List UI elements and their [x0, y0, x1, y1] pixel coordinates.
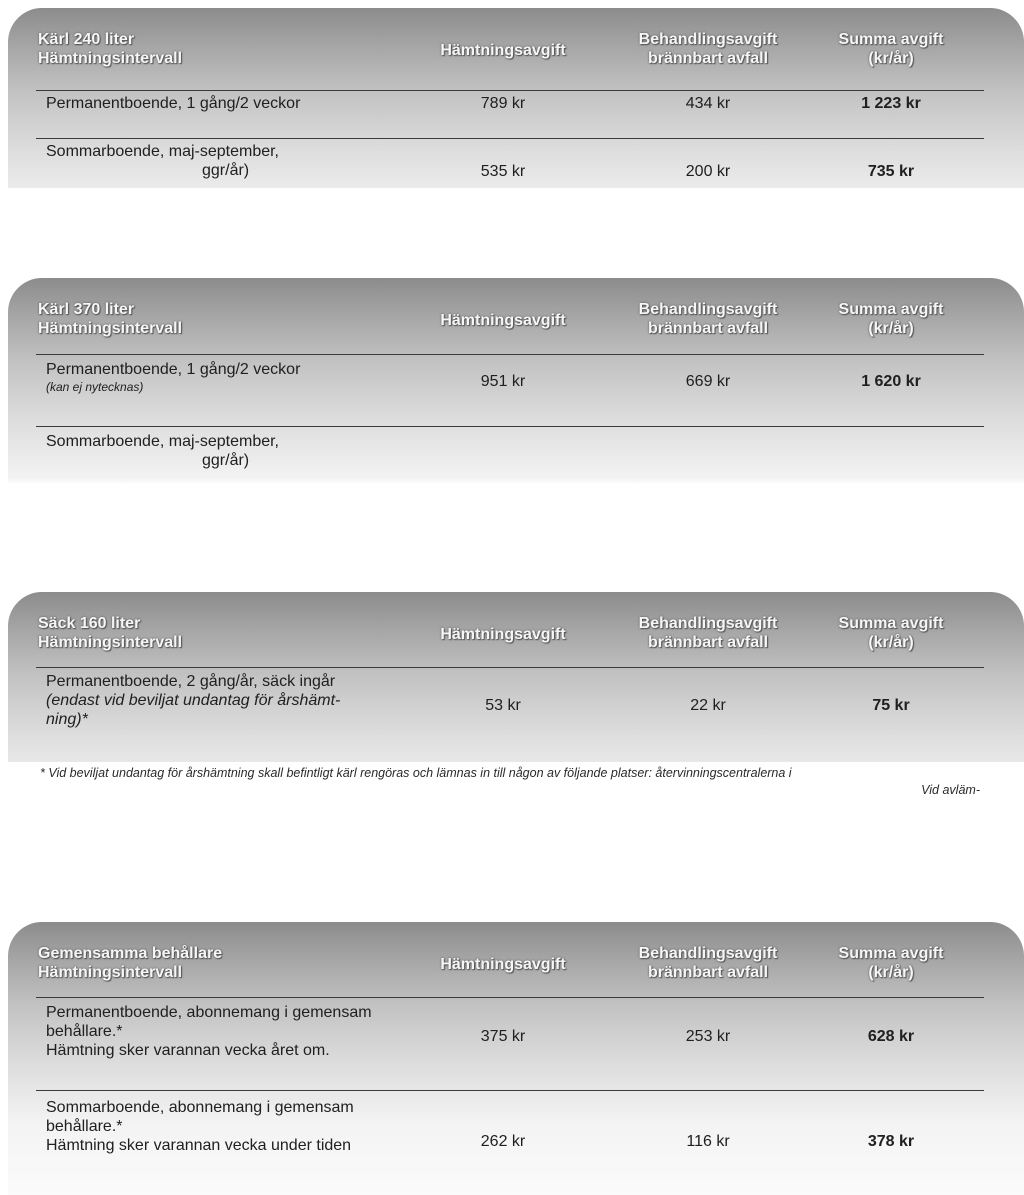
- header-interval: [38, 30, 182, 68]
- header-interval: [38, 944, 222, 982]
- pickup-fee: 951 kr: [480, 373, 526, 390]
- row-label: Sommarboende, maj-september, ggr/år): [46, 433, 279, 469]
- row-note: ning)*: [46, 711, 88, 728]
- total-fee: 735 kr: [867, 163, 915, 180]
- header-total: Summa avgift (kr/år): [838, 615, 944, 651]
- row-note: (endast vid beviljat undantag för årshämt-: [46, 692, 341, 709]
- header-interval: [38, 300, 182, 338]
- header-total: Summa avgift (kr/år): [838, 301, 944, 337]
- total-fee: 378 kr: [867, 1133, 915, 1150]
- table-header: [8, 922, 1024, 1002]
- table-title: Gemensamma behållare: [38, 945, 223, 962]
- fee-table-shared-containers: [8, 922, 1024, 1195]
- treatment-fee: 116 kr: [686, 1133, 730, 1150]
- header-interval: [38, 614, 182, 652]
- header-total: Summa avgift (kr/år): [838, 31, 944, 67]
- treatment-fee: 669 kr: [685, 373, 731, 390]
- treatment-fee: 22 kr: [690, 697, 726, 714]
- fee-table-sack-160: [8, 592, 1024, 762]
- row-label: Sommarboende, maj-september, ggr/år): [46, 143, 279, 179]
- table-header: [8, 8, 1024, 88]
- divider: [36, 997, 984, 998]
- divider: [36, 354, 984, 355]
- divider: [36, 1090, 984, 1091]
- total-fee: 628 kr: [867, 1028, 915, 1045]
- fee-table-370: [8, 278, 1024, 483]
- pickup-fee: 375 kr: [480, 1028, 526, 1045]
- interval-label: Hämtningsintervall: [38, 50, 183, 67]
- treatment-fee: 253 kr: [685, 1028, 731, 1045]
- footnote: * Vid beviljat undantag för årshämtning skall befintligt kärl rengöras och lämnas in till någon av följande platser: återvinningscentralerna i Vid avläm-: [40, 766, 980, 797]
- pickup-fee: 262 kr: [480, 1133, 526, 1150]
- table-title: Säck 160 liter: [38, 615, 141, 632]
- pickup-fee: 535 kr: [480, 163, 526, 180]
- pickup-fee: 53 kr: [485, 697, 521, 714]
- interval-label: Hämtningsintervall: [38, 634, 183, 651]
- divider: [36, 138, 984, 139]
- header-treatment: Behandlingsavgift brännbart avfall: [638, 301, 778, 337]
- header-treatment: Behandlingsavgift brännbart avfall: [638, 945, 778, 981]
- header-pickup: Hämtningsavgift: [440, 312, 566, 329]
- header-pickup: Hämtningsavgift: [440, 956, 566, 973]
- row-label: Permanentboende, abonnemang i gemensam behållare.* Hämtning sker varannan vecka året om.: [46, 1004, 372, 1059]
- total-fee: 1 223 kr: [861, 95, 921, 112]
- header-pickup: Hämtningsavgift: [440, 42, 566, 59]
- table-header: [8, 278, 1024, 358]
- total-fee: 75 kr: [872, 697, 910, 714]
- interval-label: Hämtningsintervall: [38, 964, 183, 981]
- table-header: [8, 592, 1024, 672]
- interval-label: Hämtningsintervall: [38, 320, 183, 337]
- header-pickup: Hämtningsavgift: [440, 626, 566, 643]
- row-label: Permanentboende, 2 gång/år, säck ingår (endast vid beviljat undantag för årshämt- ning)*: [46, 672, 416, 729]
- table-title: Kärl 240 liter: [38, 31, 135, 48]
- table-title: Kärl 370 liter: [38, 301, 135, 318]
- divider: [36, 90, 984, 91]
- header-treatment: Behandlingsavgift brännbart avfall: [638, 31, 778, 67]
- pickup-fee: 789 kr: [480, 95, 526, 112]
- treatment-fee: 200 kr: [685, 163, 731, 180]
- total-fee: 1 620 kr: [861, 373, 921, 390]
- header-treatment: Behandlingsavgift brännbart avfall: [638, 615, 778, 651]
- divider: [36, 667, 984, 668]
- row-label: Permanentboende, 1 gång/2 veckor (kan ej nytecknas): [46, 360, 416, 395]
- row-note: (kan ej nytecknas): [46, 380, 144, 394]
- treatment-fee: 434 kr: [685, 95, 731, 112]
- divider: [36, 426, 984, 427]
- header-total: Summa avgift (kr/år): [838, 945, 944, 981]
- row-label: Permanentboende, 1 gång/2 veckor: [46, 95, 301, 112]
- fee-table-240: [8, 8, 1024, 188]
- row-label: Sommarboende, abonnemang i gemensam behållare.* Hämtning sker varannan vecka under tiden: [46, 1099, 354, 1154]
